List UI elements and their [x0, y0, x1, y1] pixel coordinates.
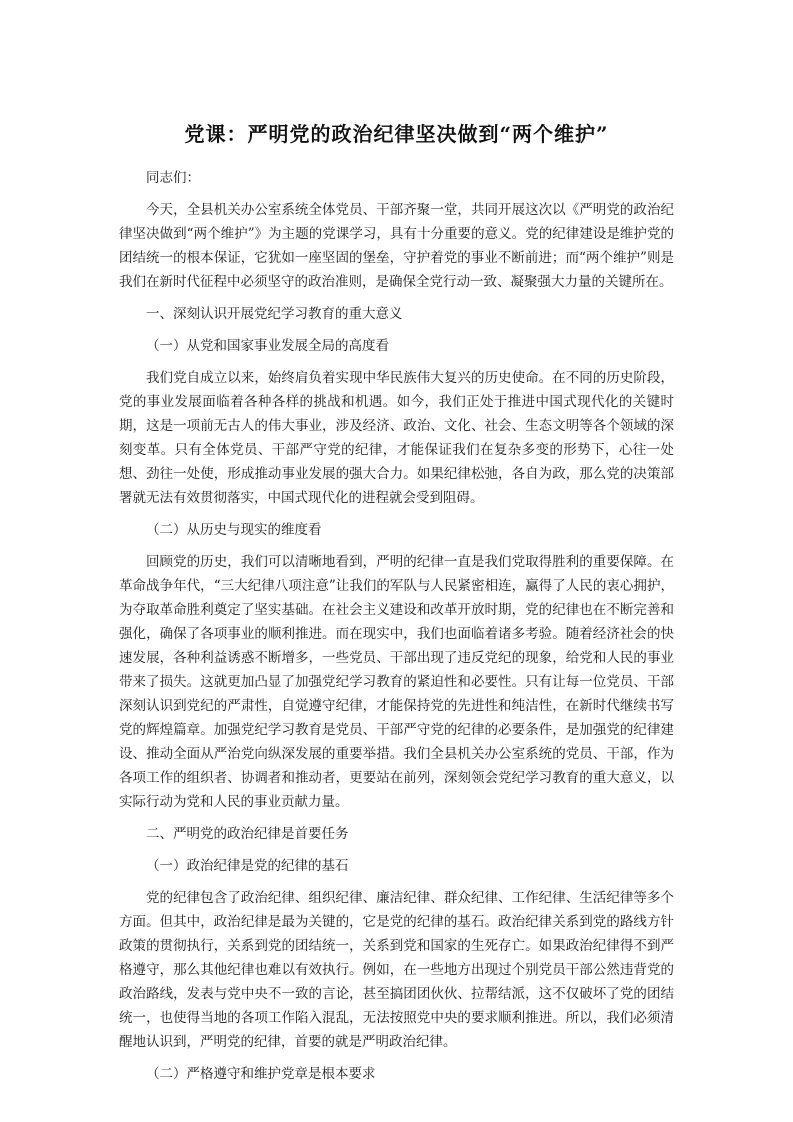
section-1-sub-1-heading: （一）从党和国家事业发展全局的高度看 [146, 338, 389, 354]
section-1-sub-2-heading: （二）从历史与现实的维度看 [146, 522, 322, 538]
section-1-sub-1-paragraph: 我们党自成立以来，始终肩负着实现中华民族伟大复兴的历史使命。在不同的历史阶段，党的事业发展面临着各种各样的挑战和机遇。如今，我们正处于推进中国式现代化的关键时期，这是一项前无古人的伟大事业，涉及经济、政治、文化、社会、生态文明等各个领域的深刻变革。只有全体党员、干部严守党的纪律，才能保证我们在复杂多变的形势下，心往一处想、劲往一处使，形成推动事业发展的强大合力。如果纪律松弛，各自为政，那么党的决策部署就无法有效贯彻落实，中国式现代化的进程就会受到阻碍。 [119, 370, 674, 506]
section-2-sub-1-heading: （一）政治纪律是党的纪律的基石 [146, 858, 349, 874]
section-1-sub-2-paragraph: 回顾党的历史，我们可以清晰地看到，严明的纪律一直是我们党取得胜利的重要保障。在革命战争年代，“三大纪律八项注意”让我们的军队与人民紧密相连，赢得了人民的衷心拥护，为夺取革命胜利奠定了坚实基础。在社会主义建设和改革开放时期，党的纪律也在不断完善和强化，确保了各项事业的顺利推进。而在现实中，我们也面临着诸多考验。随着经济社会的快速发展，各种利益诱惑不断增多，一些党员、干部出现了违反党纪的现象，给党和人民的事业带来了损失。这就更加凸显了加强党纪学习教育的紧迫性和必要性。只有让每一位党员、干部深刻认识到党纪的严肃性，自觉遵守纪律，才能保持党的先进性和纯洁性，在新时代继续书写党的辉煌篇章。加强党纪学习教育是党员、干部严守党的纪律的必要条件，是加强党的纪律建设、推动全面从严治党向纵深发展的重要举措。我们全县机关办公室系统的党员、干部，作为各项工作的组织者、协调者和推动者，更要站在前列，深刻领会党纪学习教育的重大意义，以实际行动为党和人民的事业贡献力量。 [119, 554, 674, 810]
section-1-heading: 一、深刻认识开展党纪学习教育的重大意义 [146, 306, 403, 322]
document-title: 党课：严明党的政治纪律坚决做到“两个维护” [184, 122, 609, 146]
section-2-sub-1-paragraph: 党的纪律包含了政治纪律、组织纪律、廉洁纪律、群众纪律、工作纪律、生活纪律等多个方面。但其中，政治纪律是最为关键的，它是党的纪律的基石。政治纪律关系到党的路线方针政策的贯彻执行，关系到党的团结统一，关系到党和国家的生死存亡。如果政治纪律得不到严格遵守，那么其他纪律也难以有效执行。例如，在一些地方出现过个别党员干部公然违背党的政治路线，发表与党中央不一致的言论，甚至搞团团伙伙、拉帮结派，这不仅破坏了党的团结统一，也使得当地的各项工作陷入混乱，无法按照党中央的要求顺利推进。所以，我们必须清醒地认识到，严明党的纪律，首要的就是严明政治纪律。 [119, 890, 674, 1050]
document-body [119, 166, 674, 1094]
greeting: 同志们： [146, 170, 200, 186]
section-2-heading: 二、严明党的政治纪律是首要任务 [146, 826, 349, 842]
section-2-sub-2-heading: （二）严格遵守和维护党章是根本要求 [146, 1066, 376, 1082]
intro-paragraph: 今天，全县机关办公室系统全体党员、干部齐聚一堂，共同开展这次以《严明党的政治纪律坚决做到“两个维护”》为主题的党课学习，具有十分重要的意义。党的纪律建设是维护党的团结统一的根本保证，它犹如一座坚固的堡垒，守护着党的事业不断前进；而“两个维护”则是我们在新时代征程中必须坚守的政治准则，是确保全党行动一致、凝聚强大力量的关键所在。 [119, 202, 674, 290]
